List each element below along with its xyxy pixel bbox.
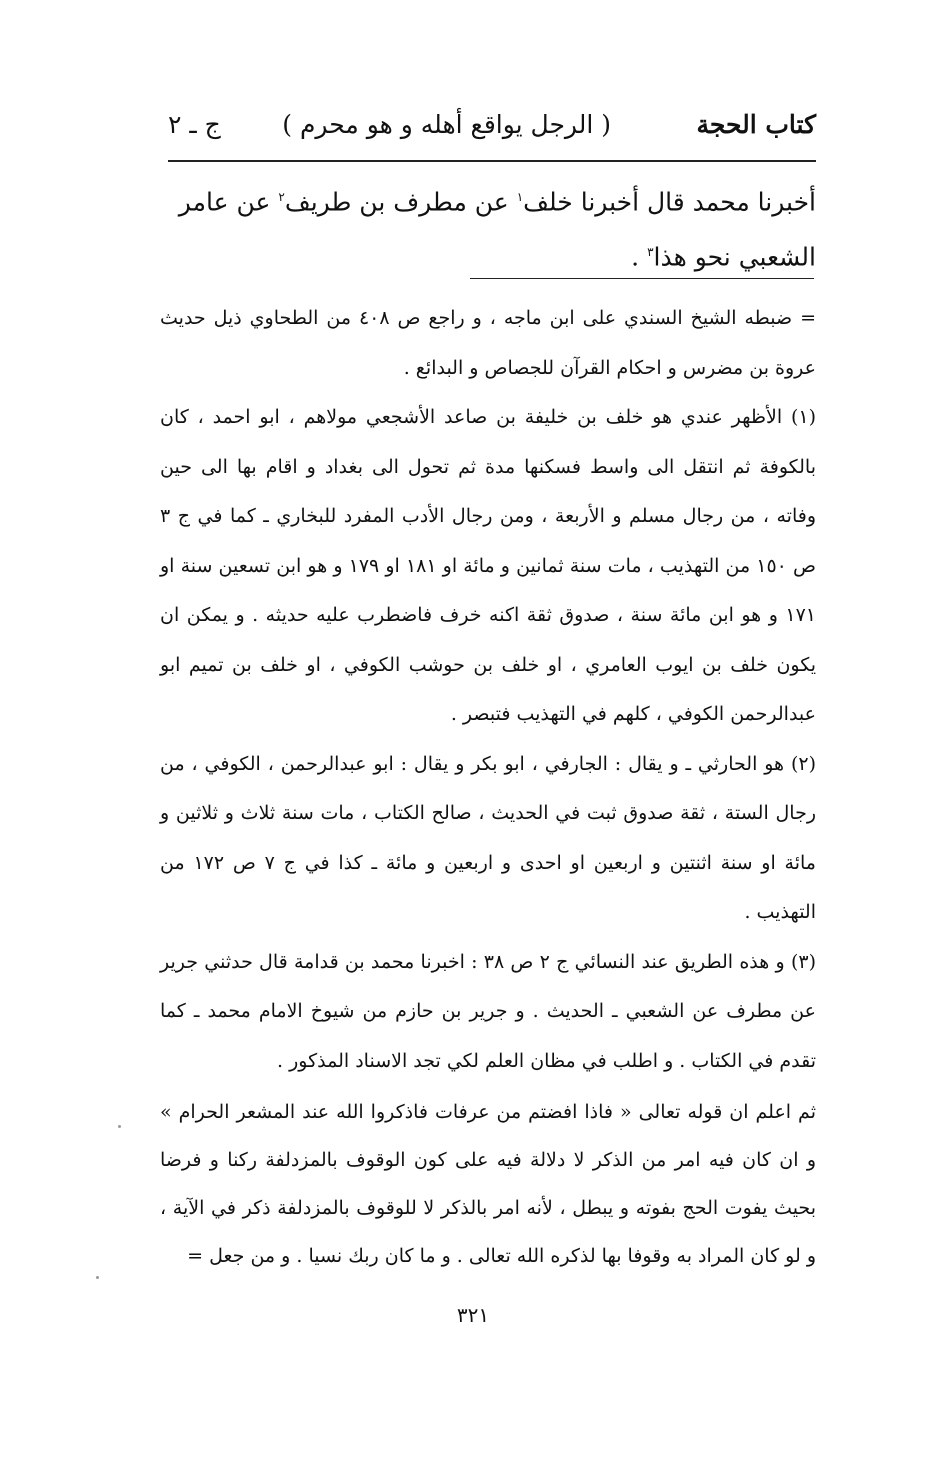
footnote-1: (١) الأظهر عندي هو خلف بن خليفة بن صاعد الأشجعي مولاهم ، ابو احمد ، كان بالكوفة ثم انتقل الى واسط فسكنها مدة ثم تحول الى بغداد و اقام بها الى حين وفاته ، من رجال مسلم و الأربعة ، ومن رجال الأدب المفرد للبخاري ـ كما في ج ٣ ص ١٥٠ من التهذيب ، مات سنة ثمانين و مائة او ١٨١ او ١٧٩ و هو ابن تسعين سنة او ١٧١ و هو ابن مائة سنة ، صدوق ثقة اكنه خرف فاضطرب عليه حديثه . و يمكن ان يكون خلف بن ايوب العامري ، او خلف بن حوشب الكوفي ، او خلف بن تميم ابو عبدالرحمن الكوفي ، كلهم في التهذيب فتبصر . [160,406,816,725]
header-rule [168,160,816,162]
volume-label: ج ـ ٢ [168,110,221,139]
footnote-3: (٣) و هذه الطريق عند النسائي ج ٢ ص ٣٨ : اخبرنا محمد بن قدامة قال حدثني جرير عن مطرف عن الشعبي ـ الحديث . و جرير بن حازم من شيوخ الامام محمد ـ كما تقدم في الكتاب . و اطلب في مظان العلم لكي تجد الاسناد المذكور . [160,950,816,1072]
footnote-separator [470,278,814,279]
page-number: ٣٢١ [456,1303,490,1327]
footnote-ref-1: ١ [516,190,524,204]
book-title: كتاب الحجة [696,110,816,139]
main-text [160,172,816,283]
footnotes [160,294,816,1086]
footnote-continued: = ضبطه الشيخ السندي على ابن ماجه ، و راجع ص ٤٠٨ من الطحاوي ذيل حديث عروة بن مضرس و احكام القرآن للجصاص و البدائع . [160,307,816,379]
footnote-ref-3: ٣ [647,245,654,260]
closing-paragraph: ثم اعلم ان قوله تعالى « فاذا افضتم من عرفات فاذكروا الله عند المشعر الحرام » و ان كان فيه امر من الذكر لا دلالة فيه على كون الوقوف بالمزدلفة ركنا و فرضا بحيث يفوت الحج بفوته و يبطل ، لأنه امر بالذكر لا للوقوف بالمزدلفة ذكر في الآية ، و لو كان المراد به وقوفا بها لذكره الله تعالى . و ما كان ربك نسيا . و من جعل = [160,1101,816,1267]
main-text-part: عن مطرف بن طريف [284,187,517,217]
footnote-2: (٢) هو الحارثي ـ و يقال : الجارفي ، ابو بكر و يقال : ابو عبدالرحمن ، الكوفي ، من رجال الستة ، ثقة صدوق ثبت في الحديث ، صالح الكتاب ، مات سنة ثلاث و ثلاثين و مائة او سنة اثنتين و اربعين او احدى و اربعين و مائة ـ كذا في ج ٧ ص ١٧٢ من التهذيب . [160,752,816,923]
chapter-title: ( الرجل يواقع أهله و هو محرم ) [282,110,611,139]
scan-speck [118,1125,121,1128]
main-text-part: عن عامر الشعبي نحو هذا [178,187,816,272]
main-text-part: . [631,242,648,272]
footnote-ref-2: ٢ [278,190,285,204]
main-text-part: أخبرنا محمد قال أخبرنا خلف [523,187,816,217]
running-header [168,110,816,150]
scan-speck [96,1276,99,1279]
